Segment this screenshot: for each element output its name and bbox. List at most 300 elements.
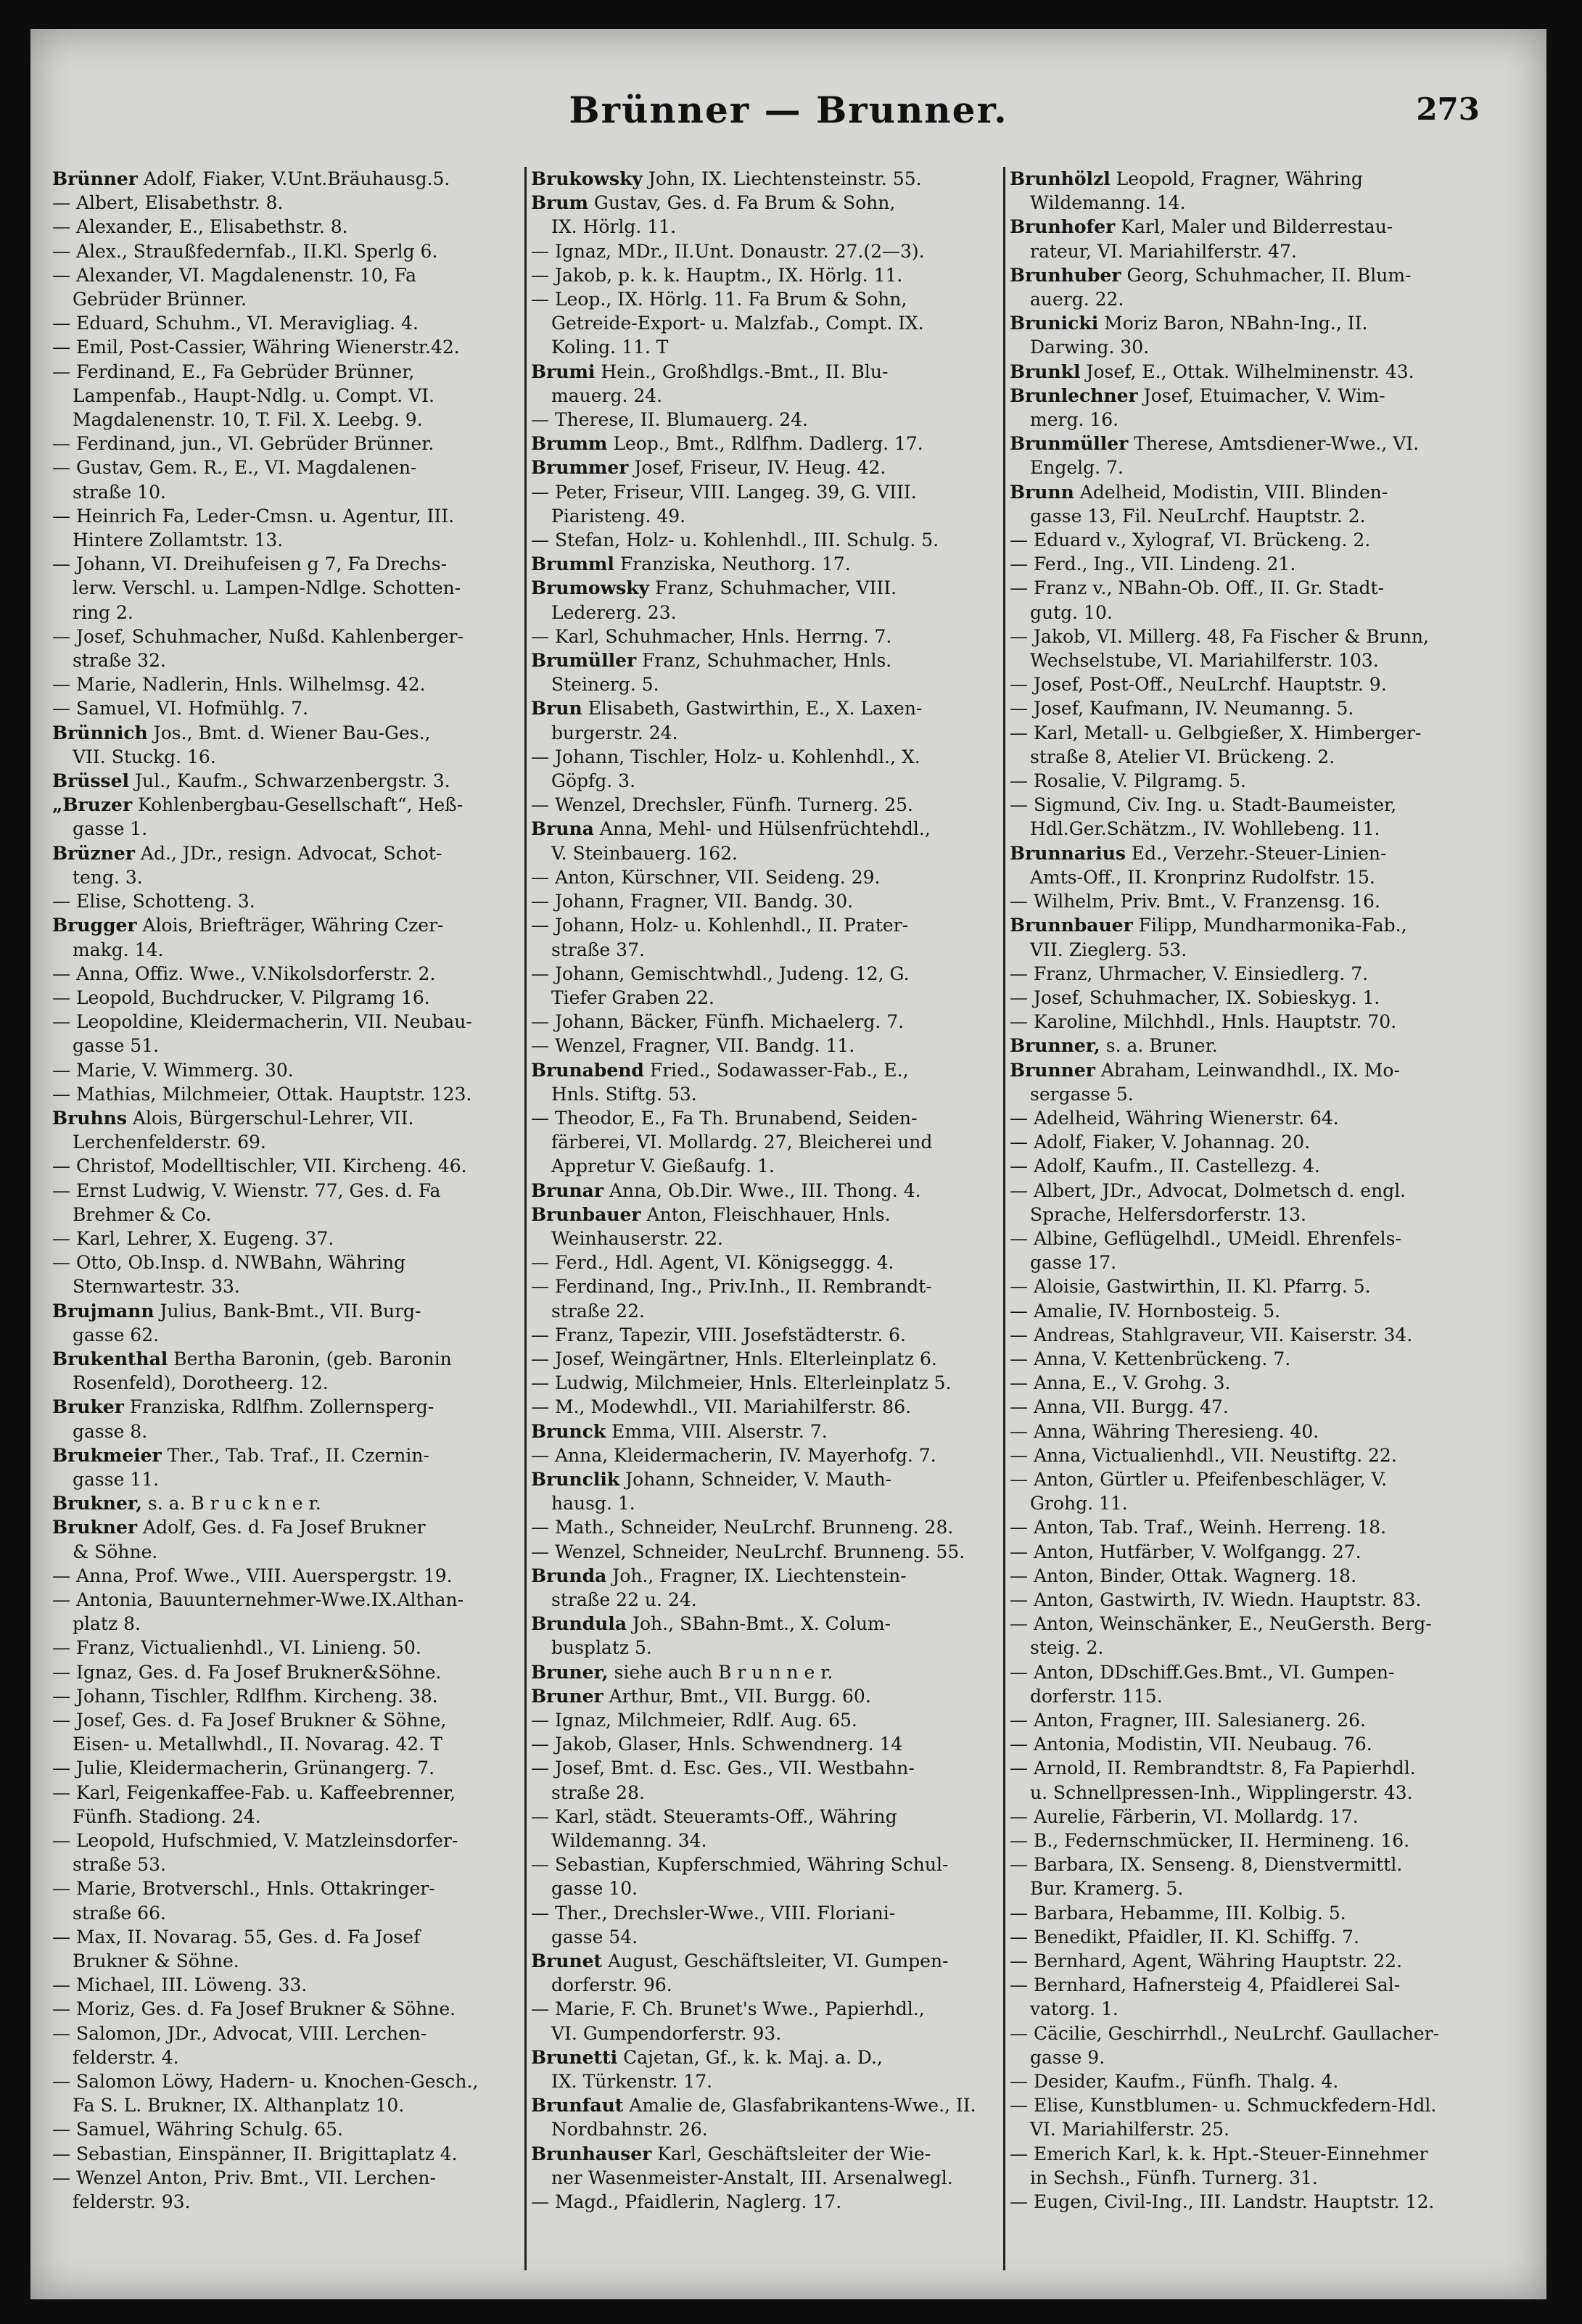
entry-text: — Peter, Friseur, VIII. Langeg. 39, G. VIII. <box>531 481 917 503</box>
directory-entry-line <box>1010 1179 1480 1203</box>
entry-text: Josef, Etuimacher, V. Wim- <box>1137 384 1385 406</box>
entry-text: Anna, Mehl- und Hülsenfrüchtehdl., <box>593 818 931 840</box>
entry-text: Josef, Friseur, IV. Heug. 42. <box>628 457 886 479</box>
entry-surname: Brukenthal <box>52 1348 168 1369</box>
directory-entry-line <box>531 311 999 335</box>
directory-entry-line <box>52 962 520 986</box>
directory-entry-line <box>531 1179 999 1203</box>
directory-entry-line <box>52 2166 520 2190</box>
directory-entry-line <box>52 1588 520 1612</box>
directory-entry-line <box>52 239 520 263</box>
directory-entry-line <box>531 1154 999 1178</box>
directory-entry-line <box>52 1130 520 1154</box>
directory-entry-line <box>1010 696 1480 720</box>
entry-text: Elisabeth, Gastwirthin, E., X. Laxen- <box>582 698 923 720</box>
entry-text: Sternwartestr. 33. <box>73 1276 240 1298</box>
directory-entry-line <box>531 1732 999 1756</box>
entry-text: felderstr. 93. <box>73 2191 191 2213</box>
entry-text: gasse 8. <box>73 1420 148 1442</box>
entry-text: Lerchenfelderstr. 69. <box>73 1132 266 1153</box>
entry-text: — Cäcilie, Geschirrhdl., NeuLrchf. Gaullacher- <box>1010 2022 1440 2044</box>
entry-text: hausg. 1. <box>551 1493 635 1515</box>
directory-entry-line <box>531 432 999 456</box>
directory-entry-line <box>531 384 999 408</box>
entry-text: — Karoline, Milchhdl., Hnls. Hauptstr. 70. <box>1010 1011 1397 1033</box>
entry-text: Appretur V. Gießaufg. 1. <box>551 1155 775 1177</box>
directory-entry-line <box>52 938 520 962</box>
entry-text: — Leop., IX. Hörlg. 11. Fa Brum & Sohn, <box>531 289 907 310</box>
entry-text: Wechselstube, VI. Mariahilferstr. 103. <box>1030 650 1379 672</box>
entry-text: busplatz 5. <box>551 1637 652 1659</box>
directory-entry-line <box>1010 432 1480 456</box>
entry-text: — Josef, Post-Off., NeuLrchf. Hauptstr. 9. <box>1010 674 1387 696</box>
entry-text: auerg. 22. <box>1030 289 1124 310</box>
directory-entry-line <box>531 625 999 648</box>
directory-entry-line <box>1010 1154 1480 1178</box>
directory-entry-line <box>531 745 999 769</box>
directory-entry-line <box>1010 2142 1480 2166</box>
entry-text: Nordbahnstr. 26. <box>551 2119 708 2140</box>
entry-text: — Franz, Victualienhdl., VI. Linieng. 50. <box>52 1637 421 1659</box>
entry-text: steig. 2. <box>1030 1637 1104 1659</box>
entry-text: V. Steinbauerg. 162. <box>551 842 738 864</box>
entry-text: — Anna, Prof. Wwe., VIII. Auerspergstr. 19. <box>52 1565 453 1586</box>
entry-text: Franz, Schuhmacher, VIII. <box>649 577 897 599</box>
entry-text: dorferstr. 115. <box>1030 1685 1163 1707</box>
entry-surname: Brukner <box>52 1517 138 1538</box>
directory-entry-line <box>1010 1010 1480 1034</box>
entry-text: gasse 9. <box>1030 2046 1105 2068</box>
directory-entry-line <box>52 672 520 696</box>
entry-surname: Brun <box>531 698 582 720</box>
directory-entry-line <box>1010 335 1480 359</box>
entry-text: teng. 3. <box>73 866 143 888</box>
entry-text: — Anton, Weinschänker, E., NeuGersth. Berg- <box>1010 1613 1432 1635</box>
directory-entry-line <box>1010 504 1480 528</box>
directory-entry-line <box>531 648 999 672</box>
directory-entry-line <box>52 1781 520 1805</box>
directory-entry-line <box>1010 1997 1480 2021</box>
directory-entry-line <box>1010 2117 1480 2141</box>
entry-text: — Wenzel Anton, Priv. Bmt., VII. Lerchen- <box>52 2167 436 2188</box>
directory-entry-line <box>52 1203 520 1227</box>
entry-text: — Ignaz, Milchmeier, Rdlf. Aug. 65. <box>531 1710 857 1731</box>
directory-entry-line <box>531 191 999 215</box>
directory-entry-line <box>531 2022 999 2045</box>
directory-entry-line <box>52 601 520 625</box>
entry-text: John, IX. Liechtensteinstr. 55. <box>642 168 922 189</box>
entry-text: Hdl.Ger.Schätzm., IV. Wohllebeng. 11. <box>1030 818 1380 840</box>
directory-entry-line <box>1010 625 1480 648</box>
entry-text: — Max, II. Novarag. 55, Ges. d. Fa Josef <box>52 1926 421 1948</box>
entry-text: Amts-Off., II. Kronprinz Rudolfstr. 15. <box>1030 866 1375 888</box>
entry-text: — Adolf, Kaufm., II. Castellezg. 4. <box>1010 1155 1320 1177</box>
directory-entry-line <box>1010 745 1480 769</box>
directory-entry-line <box>1010 1034 1480 1058</box>
directory-entry-line <box>531 1515 999 1539</box>
directory-entry-line <box>1010 2045 1480 2069</box>
entry-text: Kohlenbergbau-Gesellschaft“, Heß- <box>132 794 464 816</box>
entry-text: gasse 11. <box>73 1468 160 1490</box>
directory-entry-line <box>531 1684 999 1708</box>
directory-entry-line <box>1010 1371 1480 1395</box>
entry-text: — Sigmund, Civ. Ing. u. Stadt-Baumeister, <box>1010 794 1397 816</box>
entry-text: — Alexander, VI. Magdalenenstr. 10, Fa <box>52 264 417 286</box>
entry-text: Hnls. Stiftg. 53. <box>551 1083 697 1105</box>
entry-text: — Michael, III. Löweng. 33. <box>52 1974 308 1996</box>
directory-entry-line <box>1010 817 1480 841</box>
entry-text: — Gustav, Gem. R., E., VI. Magdalenen- <box>52 457 417 479</box>
entry-text: Leop., Bmt., Rdlfhm. Dadlerg. 17. <box>607 433 923 455</box>
directory-entry-line <box>531 601 999 625</box>
entry-text: Anton, Fleischhauer, Hnls. <box>640 1203 891 1225</box>
directory-entry-line <box>52 1443 520 1467</box>
directory-entry-line <box>531 793 999 817</box>
entry-text: gasse 10. <box>551 1878 638 1900</box>
directory-entry-line <box>52 769 520 793</box>
directory-entry-line <box>531 287 999 311</box>
entry-text: — Alex., Straußfedernfab., II.Kl. Sperlg 6. <box>52 240 438 262</box>
directory-entry-line <box>1010 1467 1480 1491</box>
directory-column-3 <box>1005 167 1484 2270</box>
directory-entry-line <box>531 1491 999 1515</box>
directory-entry-line <box>1010 1876 1480 1900</box>
entry-text: — Albert, JDr., Advocat, Dolmetsch d. engl. <box>1010 1179 1406 1201</box>
directory-entry-line <box>52 1491 520 1515</box>
directory-entry-line <box>52 1708 520 1732</box>
entry-text: siehe auch B r u n n e r. <box>608 1661 833 1683</box>
directory-entry-line <box>1010 1058 1480 1082</box>
entry-text: — Johann, Holz- u. Kohlenhdl., II. Prater- <box>531 915 909 936</box>
directory-entry-line <box>531 1274 999 1298</box>
entry-text: VII. Zieglerg. 53. <box>1030 939 1187 960</box>
directory-entry-line <box>1010 384 1480 408</box>
entry-text: — Theodor, E., Fa Th. Brunabend, Seiden- <box>531 1107 918 1129</box>
entry-text: Bur. Kramerg. 5. <box>1030 1878 1184 1900</box>
entry-text: Amalie de, Glasfabrikantens-Wwe., II. <box>623 2095 976 2117</box>
directory-entry-line <box>1010 648 1480 672</box>
entry-surname: Brumi <box>531 360 596 382</box>
directory-entry-line <box>531 986 999 1010</box>
entry-surname: Brunmüller <box>1010 433 1129 455</box>
entry-text: — Jakob, Glaser, Hnls. Schwendnerg. 14 <box>531 1734 903 1755</box>
directory-entry-line <box>1010 889 1480 913</box>
entry-text: Brehmer & Co. <box>73 1203 212 1225</box>
directory-entry-line <box>52 1347 520 1371</box>
entry-text: — Aloisie, Gastwirthin, II. Kl. Pfarrg. 5. <box>1010 1276 1371 1298</box>
entry-text: — Ferdinand, jun., VI. Gebrüder Brünner. <box>52 433 434 455</box>
directory-entry-line <box>52 1636 520 1660</box>
directory-entry-line <box>52 263 520 287</box>
directory-entry-line <box>1010 1203 1480 1227</box>
directory-entry-line <box>52 2069 520 2093</box>
entry-text: — Barbara, IX. Senseng. 8, Dienstvermittl. <box>1010 1854 1403 1876</box>
entry-surname: Brunlechner <box>1010 384 1138 406</box>
entry-surname: Brumm <box>531 433 608 455</box>
directory-page <box>30 29 1546 2299</box>
directory-entry-line <box>1010 1323 1480 1347</box>
entry-text: — Marie, F. Ch. Brunet's Wwe., Papierhdl., <box>531 1998 925 2020</box>
entry-text: Eisen- u. Metallwhdl., II. Novarag. 42. T <box>73 1734 442 1755</box>
entry-text: — Franz, Uhrmacher, V. Einsiedlerg. 7. <box>1010 963 1369 984</box>
directory-entry-line <box>1010 1708 1480 1732</box>
entry-text: — Karl, Lehrer, X. Eugeng. 37. <box>52 1227 334 1249</box>
entry-text: — Anna, Victualienhdl., VII. Neustiftg. 22. <box>1010 1444 1397 1466</box>
entry-text: straße 32. <box>73 650 166 672</box>
directory-entry-line <box>1010 1973 1480 1997</box>
entry-surname: Brunhölzl <box>1010 168 1111 189</box>
entry-text: — Ferd., Ing., VII. Lindeng. 21. <box>1010 553 1296 575</box>
directory-entry-line <box>52 1299 520 1323</box>
entry-surname: Bruner <box>531 1685 603 1707</box>
directory-entry-line <box>531 1612 999 1636</box>
entry-text: Hein., Großhdlgs.-Bmt., II. Blu- <box>595 360 889 382</box>
entry-text: Wildemanng. 14. <box>1030 192 1186 214</box>
entry-text: färberei, VI. Mollardg. 27, Bleicherei und <box>551 1132 933 1153</box>
entry-text: — Marie, V. Wimmerg. 30. <box>52 1059 294 1081</box>
entry-text: Adolf, Fiaker, V.Unt.Bräuhausg.5. <box>137 168 450 189</box>
directory-entry-line <box>52 1395 520 1419</box>
directory-entry-line <box>531 865 999 889</box>
entry-text: — Marie, Brotverschl., Hnls. Ottakringer- <box>52 1878 435 1900</box>
entry-text: Göpfg. 3. <box>551 770 636 792</box>
entry-surname: Brunabend <box>531 1059 644 1081</box>
entry-text: — Anton, Hutfärber, V. Wolfgangg. 27. <box>1010 1541 1361 1562</box>
entry-text: u. Schnellpressen-Inh., Wipplingerstr. 43. <box>1030 1781 1413 1803</box>
entry-text: — Samuel, VI. Hofmühlg. 7. <box>52 698 309 720</box>
directory-entry-line <box>531 2117 999 2141</box>
directory-entry-line <box>52 1829 520 1853</box>
directory-entry-line <box>531 1829 999 1853</box>
entry-text: — Josef, Bmt. d. Esc. Ges., VII. Westbahn- <box>531 1758 915 1779</box>
entry-text: — Bernhard, Hafnersteig 4, Pfaidlerei Sal- <box>1010 1974 1401 1996</box>
directory-entry-line <box>52 793 520 817</box>
entry-text: — Adelheid, Währing Wienerstr. 64. <box>1010 1107 1339 1129</box>
directory-entry-line <box>531 889 999 913</box>
entry-text: Koling. 11. T <box>551 337 669 358</box>
directory-entry-line <box>1010 1274 1480 1298</box>
directory-entry-line <box>531 1323 999 1347</box>
directory-entry-line <box>52 215 520 239</box>
directory-entry-line <box>52 311 520 335</box>
directory-entry-line <box>1010 1299 1480 1323</box>
entry-text: — Alexander, E., Elisabethstr. 8. <box>52 216 348 238</box>
directory-entry-line <box>52 191 520 215</box>
directory-entry-line <box>531 721 999 745</box>
directory-entry-line <box>52 913 520 937</box>
directory-entry-line <box>531 1636 999 1660</box>
entry-text: Adelheid, Modistin, VIII. Blinden- <box>1074 481 1388 503</box>
entry-text: Bertha Baronin, (geb. Baronin <box>168 1348 452 1369</box>
directory-entry-line <box>1010 986 1480 1010</box>
entry-text: — Wilhelm, Priv. Bmt., V. Franzensg. 16. <box>1010 891 1380 912</box>
entry-surname: Brunn <box>1010 481 1074 503</box>
entry-text: — Ferd., Hdl. Agent, VI. Königseggg. 4. <box>531 1252 894 1274</box>
directory-entry-line <box>531 239 999 263</box>
directory-entry-line <box>52 1660 520 1684</box>
entry-surname: Brunclik <box>531 1468 620 1490</box>
directory-entry-line <box>1010 721 1480 745</box>
entry-text: — Amalie, IV. Hornbosteig. 5. <box>1010 1300 1281 1322</box>
entry-text: IX. Hörlg. 11. <box>551 216 677 238</box>
directory-entry-line <box>531 552 999 576</box>
directory-entry-line <box>1010 191 1480 215</box>
directory-entry-line <box>531 456 999 479</box>
directory-entry-line <box>1010 938 1480 962</box>
entry-text: — Josef, Ges. d. Fa Josef Brukner & Söhne, <box>52 1710 447 1731</box>
entry-text: — Ernst Ludwig, V. Wienstr. 77, Ges. d. Fa <box>52 1179 441 1201</box>
directory-entry-line <box>52 1949 520 1973</box>
entry-text: Ledererg. 23. <box>551 601 677 623</box>
entry-text: gutg. 10. <box>1030 601 1113 623</box>
entry-text: — Anna, Währing Theresieng. 40. <box>1010 1420 1319 1442</box>
directory-entry-line <box>531 480 999 504</box>
entry-text: burgerstr. 24. <box>551 722 678 743</box>
directory-entry-line <box>1010 793 1480 817</box>
directory-entry-line <box>52 1010 520 1034</box>
entry-text: — Wenzel, Schneider, NeuLrchf. Brunneng. 55. <box>531 1541 965 1562</box>
directory-entry-line <box>1010 1805 1480 1829</box>
directory-entry-line <box>1010 1130 1480 1154</box>
entry-text: — Johann, Tischler, Holz- u. Kohlenhdl., X. <box>531 746 920 767</box>
entry-surname: Brundula <box>531 1613 627 1635</box>
directory-entry-line <box>1010 1564 1480 1588</box>
entry-text: vatorg. 1. <box>1030 1998 1118 2020</box>
entry-text: — Franz, Tapezir, VIII. Josefstädterstr. 6. <box>531 1324 906 1346</box>
entry-text: — Moriz, Ges. d. Fa Josef Brukner & Söhne. <box>52 1998 456 2020</box>
directory-entry-line <box>531 1540 999 1564</box>
directory-entry-line <box>52 1274 520 1298</box>
entry-surname: Brumml <box>531 553 614 575</box>
entry-text: & Söhne. <box>73 1541 158 1562</box>
directory-entry-line <box>1010 1106 1480 1130</box>
entry-surname: Bruhns <box>52 1107 127 1129</box>
entry-text: — Samuel, Währing Schulg. 65. <box>52 2119 343 2140</box>
entry-surname: Bruner, <box>531 1661 609 1683</box>
entry-text: — Josef, Schuhmacher, Nußd. Kahlenberger- <box>52 625 464 647</box>
entry-text: — Marie, Nadlerin, Hnls. Wilhelmsg. 42. <box>52 674 426 696</box>
directory-entry-line <box>531 1973 999 1997</box>
entry-surname: Brunfaut <box>531 2095 624 2117</box>
directory-entry-line <box>52 1515 520 1539</box>
entry-text: — Anna, V. Kettenbrückeng. 7. <box>1010 1348 1291 1369</box>
directory-entry-line <box>52 2045 520 2069</box>
entry-surname: Brunhofer <box>1010 216 1116 238</box>
directory-entry-line <box>52 1371 520 1395</box>
directory-entry-line <box>531 962 999 986</box>
entry-text: — Karl, Metall- u. Gelbgießer, X. Himberger- <box>1010 722 1422 743</box>
directory-entry-line <box>52 625 520 648</box>
entry-text: Karl, Maler und Bilderrestau- <box>1115 216 1393 238</box>
entry-text: — Josef, Schuhmacher, IX. Sobieskyg. 1. <box>1010 986 1380 1008</box>
directory-entry-line <box>1010 1732 1480 1756</box>
directory-entry-line <box>52 1876 520 1900</box>
entry-text: Franz, Schuhmacher, Hnls. <box>636 650 892 672</box>
directory-entry-line <box>52 1997 520 2021</box>
entry-text: Ther., Tab. Traf., II. Czernin- <box>161 1444 429 1466</box>
entry-text: — Josef, Weingärtner, Hnls. Elterleinplatz 6. <box>531 1348 937 1369</box>
entry-surname: Brukner, <box>52 1493 142 1515</box>
entry-text: VI. Gumpendorferstr. 93. <box>551 2022 782 2044</box>
directory-entry-line <box>52 1419 520 1443</box>
directory-entry-line <box>52 696 520 720</box>
directory-entry-line <box>531 408 999 432</box>
entry-surname: Brüzner <box>52 842 135 864</box>
entry-text: — Ferdinand, E., Fa Gebrüder Brünner, <box>52 360 415 382</box>
directory-entry-line <box>52 480 520 504</box>
directory-entry-line <box>52 1612 520 1636</box>
directory-entry-line <box>531 1250 999 1274</box>
directory-entry-line <box>52 1853 520 1876</box>
entry-text: — Anna, VII. Burgg. 47. <box>1010 1396 1229 1418</box>
entry-text: s. a. Bruner. <box>1100 1035 1218 1057</box>
directory-entry-line <box>52 432 520 456</box>
directory-entry-line <box>531 528 999 552</box>
directory-entry-line <box>531 769 999 793</box>
directory-entry-line <box>531 335 999 359</box>
entry-text: ner Wasenmeister-Anstalt, III. Arsenalwegl. <box>551 2167 953 2188</box>
entry-text: — Emil, Post-Cassier, Währing Wienerstr.42. <box>52 337 460 358</box>
entry-text: Emma, VIII. Alserstr. 7. <box>606 1420 828 1442</box>
entry-text: — Bernhard, Agent, Währing Hauptstr. 22. <box>1010 1950 1403 1972</box>
directory-entry-line <box>52 1756 520 1780</box>
entry-text: — Desider, Kaufm., Fünfh. Thalg. 4. <box>1010 2071 1339 2093</box>
entry-text: — Eugen, Civil-Ing., III. Landstr. Hauptstr. 12. <box>1010 2191 1435 2213</box>
directory-entry-line <box>52 745 520 769</box>
entry-text: — Salomon Löwy, Hadern- u. Knochen-Gesch., <box>52 2071 479 2093</box>
entry-text: — Albert, Elisabethstr. 8. <box>52 192 284 214</box>
directory-entry-line <box>1010 1925 1480 1949</box>
entry-text: Gebrüder Brünner. <box>73 289 247 310</box>
directory-entry-line <box>1010 215 1480 239</box>
directory-entry-line <box>1010 1443 1480 1467</box>
entry-surname: Bruna <box>531 818 594 840</box>
entry-text: lerw. Verschl. u. Lampen-Ndlge. Schotten- <box>73 577 461 599</box>
entry-text: Anna, Ob.Dir. Wwe., III. Thong. 4. <box>603 1179 921 1201</box>
directory-entry-line <box>1010 263 1480 287</box>
directory-entry-line <box>1010 2069 1480 2093</box>
directory-entry-line <box>52 1973 520 1997</box>
directory-entry-line <box>531 1106 999 1130</box>
entry-text: Arthur, Bmt., VII. Burgg. 60. <box>603 1685 871 1707</box>
entry-text: straße 10. <box>73 481 166 503</box>
entry-text: — Leopoldine, Kleidermacherin, VII. Neubau- <box>52 1011 472 1033</box>
entry-text: — Emerich Karl, k. k. Hpt.-Steuer-Einnehmer <box>1010 2143 1428 2164</box>
page-title: Brünner — Brunner. <box>569 88 1008 131</box>
directory-entry-line <box>52 1467 520 1491</box>
directory-entry-line <box>531 1395 999 1419</box>
entry-surname: Brukowsky <box>531 168 643 189</box>
directory-entry-line <box>531 263 999 287</box>
entry-text: Joh., SBahn-Bmt., X. Colum- <box>627 1613 891 1635</box>
directory-entry-line <box>531 2166 999 2190</box>
directory-entry-line <box>531 1034 999 1058</box>
directory-entry-line <box>1010 360 1480 384</box>
directory-entry-line <box>531 672 999 696</box>
directory-entry-line <box>1010 1540 1480 1564</box>
directory-entry-line <box>52 865 520 889</box>
entry-text: Jul., Kaufm., Schwarzenbergstr. 3. <box>129 770 450 792</box>
directory-entry-line <box>52 2117 520 2141</box>
entry-text: — Albine, Geflügelhdl., UMeidl. Ehrenfels- <box>1010 1227 1401 1249</box>
directory-entry-line <box>52 1227 520 1250</box>
entry-surname: Brunhuber <box>1010 264 1121 286</box>
entry-text: — Karl, Feigenkaffee-Fab. u. Kaffeebrenner, <box>52 1781 456 1803</box>
entry-text: Alois, Bürgerschul-Lehrer, VII. <box>126 1107 414 1129</box>
directory-entry-line <box>531 360 999 384</box>
entry-text: makg. 14. <box>73 939 164 960</box>
entry-text: — Therese, II. Blumauerg. 24. <box>531 409 809 431</box>
